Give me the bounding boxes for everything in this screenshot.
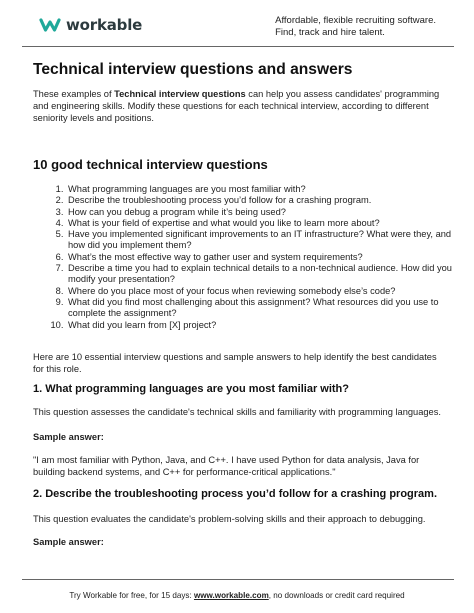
section-2-description: This question evaluates the candidate's problem-solving skills and their approach to debugging. <box>33 514 426 524</box>
footer-website-link[interactable]: www.workable.com <box>193 591 269 600</box>
question-item: 6. What’s the most effective way to gather user and system requirements? <box>66 252 462 263</box>
footer-text-start: Try Workable for free, for 15 days: <box>69 591 194 600</box>
header-tagline <box>275 15 436 39</box>
section-1-sample-answer: "I am most familiar with Python, Java, and C++. I have used Python for data analysis, Java for building backend systems, and C++ for performance-critical applications." <box>33 455 420 478</box>
tagline-line-2: Find, track and hire talent. <box>275 27 385 38</box>
workable-w-logo-icon <box>39 18 61 32</box>
question-item: 7. Describe a time you had to explain technical details to a non-technical audience. How did you modify your presentation? <box>66 263 462 286</box>
question-item: 5. Have you implemented significant improvements to an IT infrastructure? What were they, and how did you implement them? <box>66 229 462 252</box>
section-2-heading: 2. Describe the troubleshooting process you’d follow for a crashing program. <box>33 488 438 500</box>
question-item: 2. Describe the troubleshooting process you’d follow for a crashing program. <box>66 195 462 206</box>
question-item: 9. What did you find most challenging about this assignment? What resources did you use to complete the assignment? <box>66 297 462 320</box>
questions-list <box>52 184 462 331</box>
footer-text-end: , no downloads or credit card required <box>268 591 405 600</box>
essential-questions-paragraph: Here are 10 essential interview questions and sample answers to help identify the best candidates for this role. <box>33 352 437 375</box>
header-divider <box>22 46 454 47</box>
question-item: 3. How can you debug a program while it’s being used? <box>66 207 462 218</box>
questions-heading: 10 good technical interview questions <box>33 157 268 172</box>
document-header <box>0 0 474 44</box>
intro-bold-keyword: Technical interview questions <box>114 89 246 99</box>
section-1-sample-label: Sample answer: <box>33 432 104 442</box>
question-item: 4. What is your field of expertise and what would you like to learn more about? <box>66 218 462 229</box>
intro-text-end: can help you assess candidates' programming and engineering skills. Modify these questions for each technical interview, according to different seniority levels and positions. <box>33 89 440 124</box>
section-1-description: This question assesses the candidate's technical skills and familiarity with programming languages. <box>33 407 441 417</box>
logo-text: workable <box>66 16 143 34</box>
section-1-heading: 1. What programming languages are you most familiar with? <box>33 383 349 395</box>
document-footer <box>0 591 474 600</box>
question-item: 8. Where do you place most of your focus when reviewing somebody else’s code? <box>66 286 462 297</box>
question-item: 1. What programming languages are you most familiar with? <box>66 184 462 195</box>
tagline-line-1: Affordable, flexible recruiting software. <box>275 15 436 26</box>
question-item: 10. What did you learn from [X] project? <box>66 320 462 331</box>
section-2-sample-label: Sample answer: <box>33 537 104 547</box>
footer-divider <box>22 579 454 580</box>
intro-text-start: These examples of <box>33 89 115 99</box>
intro-paragraph <box>33 88 445 125</box>
page-title: Technical interview questions and answers <box>33 61 353 78</box>
workable-logo[interactable] <box>39 16 142 34</box>
